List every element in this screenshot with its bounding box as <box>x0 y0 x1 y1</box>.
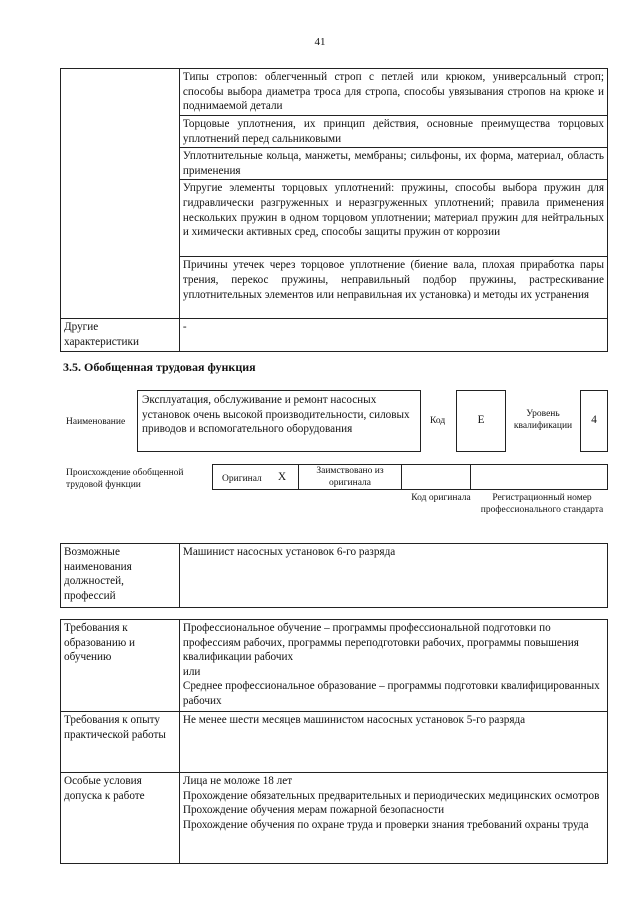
knowledge-item: Торцовые уплотнения, их принцип действия, основные преимущества торцовых уплотнений перед сальниковыми <box>179 116 607 148</box>
knowledge-table <box>60 68 608 352</box>
conditions-label: Особые условия допуска к работе <box>61 773 180 864</box>
education-line: или <box>182 665 201 678</box>
code-box: E <box>456 390 506 452</box>
other-characteristics-label: Другие характеристики <box>61 319 180 351</box>
registration-number-caption: Регистрационный номер профессионального стандарта <box>480 493 604 515</box>
table-row <box>61 712 608 773</box>
condition-line: Прохождение обязательных предварительных и периодических медицинских осмотров <box>182 789 600 802</box>
empty-label-cell <box>61 69 180 319</box>
education-label: Требования к образованию и обучению <box>61 620 180 712</box>
code-label: Код <box>430 416 446 426</box>
level-label: Уровень квалификации <box>513 409 573 431</box>
table-row <box>61 69 608 116</box>
section-title: 3.5. Обобщенная трудовая функция <box>63 360 256 374</box>
table-row <box>61 544 608 608</box>
knowledge-item: Причины утечек через торцовое уплотнение (биение вала, плохая приработка пары трения, перекос пружины, неправильный подбор пружины, растрескивание уплотнительных элементов или неправильная их установка) и методы их устранения <box>179 257 607 319</box>
condition-line: Прохождение обучения мерам пожарной безопасности <box>182 804 445 817</box>
name-label: Наименование <box>66 417 126 427</box>
positions-table <box>60 543 608 608</box>
experience-label: Требования к опыту практической работы <box>61 712 180 773</box>
knowledge-item: Упругие элементы торцовых уплотнений: пружины, способы выбора пружин для гидравлически разгруженных и неразгруженных уплотнений; правила применения нескольких пружин в одном торцовом уплотнении; материал пружин для нейтральных и химически активных сред, способы защиты пружин от коррозии <box>179 180 607 257</box>
divider <box>470 464 471 490</box>
positions-value: Машинист насосных установок 6-го разряда <box>179 544 607 608</box>
original-label: Оригинал <box>222 474 262 484</box>
education-value <box>179 620 607 712</box>
condition-line: Прохождение обучения по охране труда и проверки знания требований охраны труда <box>182 818 589 831</box>
page-number: 41 <box>314 36 326 48</box>
positions-label: Возможные наименования должностей, профессий <box>61 544 180 608</box>
table-row <box>61 319 608 351</box>
education-line: Среднее профессиональное образование – программы подготовки квалифицированных рабочих <box>182 680 600 707</box>
other-characteristics-value: - <box>179 319 607 351</box>
level-box: 4 <box>580 390 608 452</box>
condition-line: Лица не моложе 18 лет <box>182 775 293 787</box>
table-row <box>61 773 608 864</box>
education-line: Профессиональное обучение – программы профессиональной подготовки по профессиям рабочих, программы переподготовки рабочих, программы повышения квалификации рабочих <box>182 622 579 664</box>
knowledge-item: Уплотнительные кольца, манжеты, мембраны; сильфоны, их форма, материал, область применения <box>179 148 607 180</box>
knowledge-item: Типы стропов: облегченный строп с петлей или крюком, универсальный строп; способы выбора диаметра троса для стропа, способы увязывания стропов на крюке и поднимаемой детали <box>179 69 607 116</box>
divider <box>401 464 402 490</box>
code-original-caption: Код оригинала <box>411 493 471 503</box>
origin-label: Происхождение обобщенной трудовой функции <box>66 468 184 490</box>
original-mark: X <box>278 471 287 483</box>
requirements-table <box>60 619 608 864</box>
borrowed-label: Заимствовано из оригинала <box>316 466 384 488</box>
origin-box <box>212 464 608 490</box>
experience-value: Не менее шести месяцев машинистом насосных установок 5-го разряда <box>179 712 607 773</box>
table-row <box>61 620 608 712</box>
conditions-value <box>179 773 607 864</box>
function-name-box: Эксплуатация, обслуживание и ремонт насосных установок очень высокой производительности, силовых приводов и вспомогательного оборудования <box>137 390 421 452</box>
